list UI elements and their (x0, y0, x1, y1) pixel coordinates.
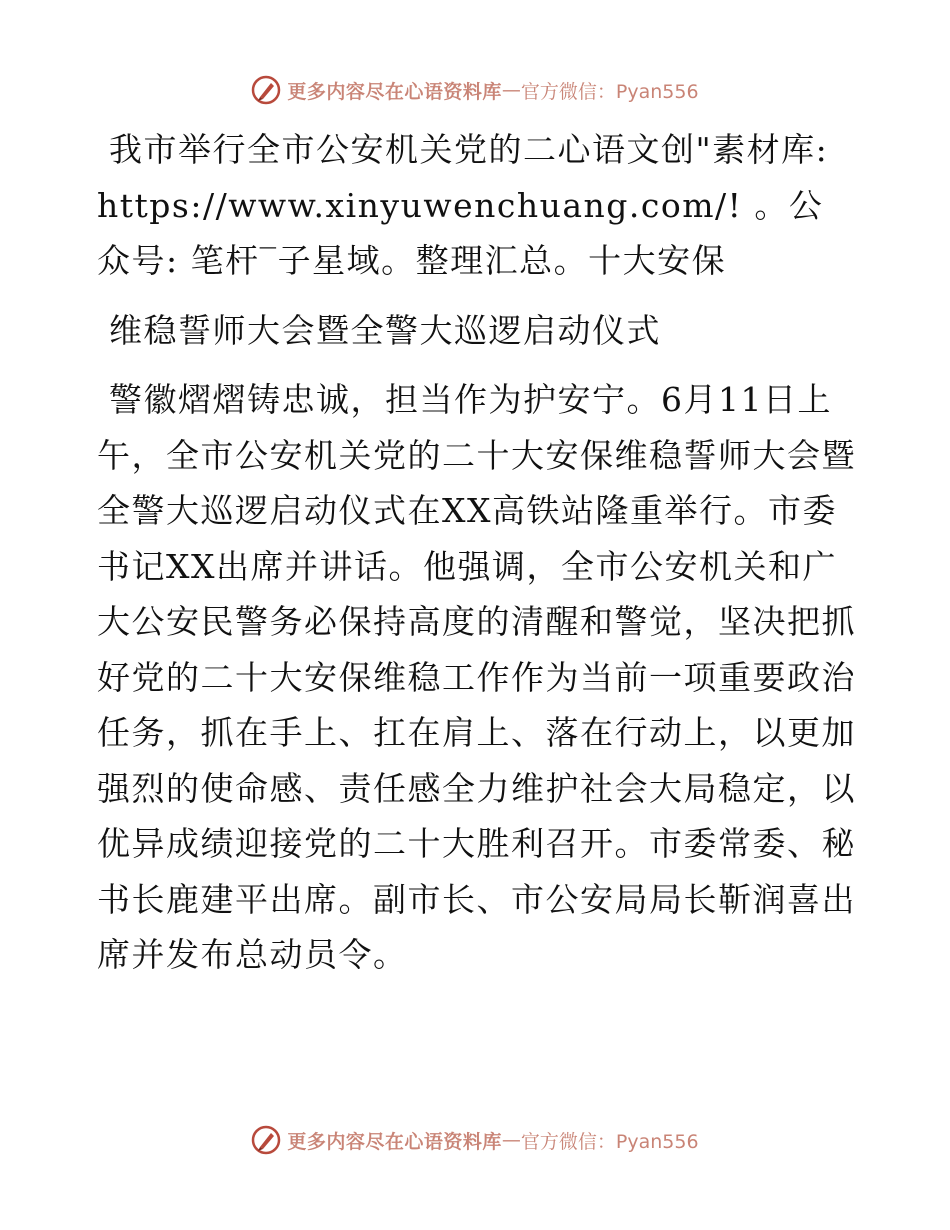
footer-separator: — (501, 1129, 521, 1151)
header-separator: — (501, 79, 521, 101)
pen-logo-icon (251, 75, 281, 105)
intro-paragraph: 我市举行全市公安机关党的二心语文创"素材库: https://www.xinyuwenchuang.com/! 。公众号: 笔杆‾子星域。整理汇总。十大安保 (97, 130, 829, 280)
header-watermark (0, 70, 950, 110)
footer-watermark (0, 1120, 950, 1160)
body-paragraph: 警徽熠熠铸忠诚，担当作为护安宁。6月11日上午，全市公安机关党的二十大安保维稳誓师大会暨全警大巡逻启动仪式在XX高铁站隆重举行。市委书记XX出席并讲话。他强调，全市公安机关和广大公安民警务必保持高度的清醒和警觉，坚决把抓好党的二十大安保维稳工作作为当前一项重要政治任务，抓在手上、扛在肩上、落在行动上，以更加强烈的使命感、责任感全力维护社会大局稳定，以优异成绩迎接党的二十大胜利召开。市委常委、秘书长鹿建平出席。副市长、市公安局局长靳润喜出席并发布总动员令。 (97, 380, 856, 974)
footer-brand-text: 更多内容尽在心语资料库 (287, 1130, 502, 1153)
pen-logo-icon (251, 1125, 281, 1155)
document-title: 维稳誓师大会暨全警大巡逻启动仪式 (109, 310, 661, 350)
header-wechat-text: 官方微信：Pyan556 (520, 80, 699, 103)
footer-wechat-text: 官方微信：Pyan556 (520, 1130, 699, 1153)
header-brand-text: 更多内容尽在心语资料库 (287, 80, 502, 103)
document-body (97, 122, 857, 983)
